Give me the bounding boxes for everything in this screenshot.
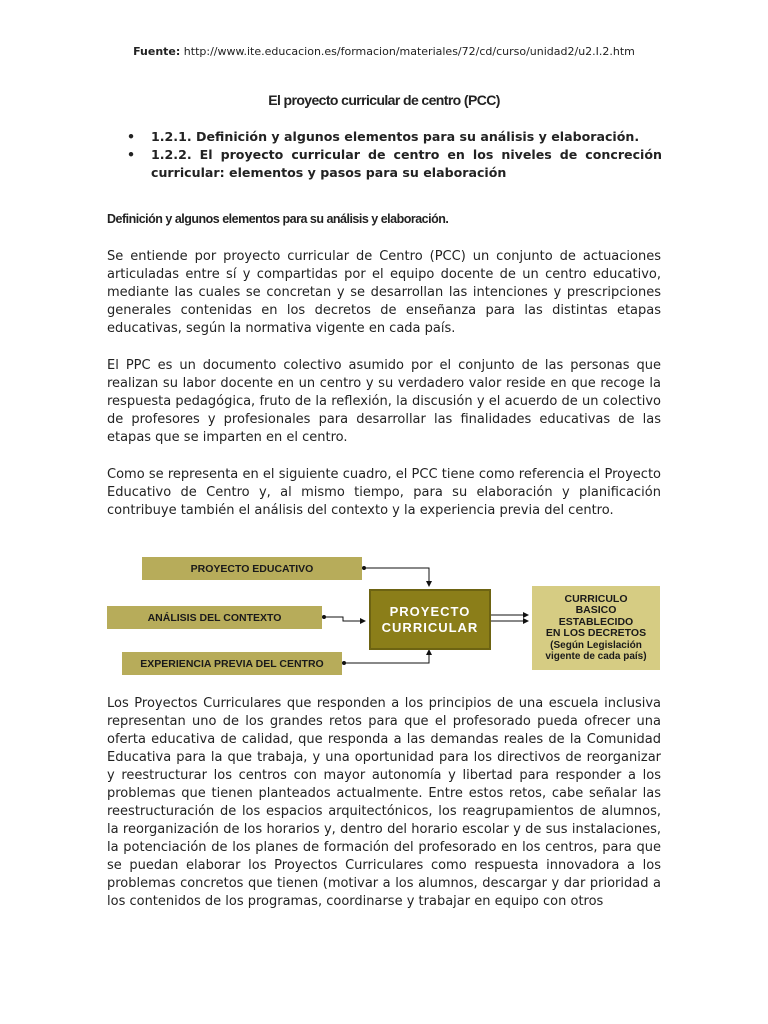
experiencia-previa-box: EXPERIENCIA PREVIA DEL CENTRO [122,652,342,675]
paragraph: Como se representa en el siguiente cuadro, el PCC tiene como referencia el Proyecto Educativo de Centro y, al mismo tiempo, para su elaboración y planificación contribuye también el análisis del contexto y la experiencia previa del centro. [107,467,661,518]
box-line: CURRICULAR [381,619,479,635]
box-line: vigente de cada país) [545,651,647,662]
analisis-contexto-box: ANÁLISIS DEL CONTEXTO [107,606,322,629]
document-title: El proyecto curricular de centro (PCC) [268,92,500,108]
proyecto-curricular-box [369,589,491,650]
section-heading: Definición y algunos elementos para su análisis y elaboración. [107,212,449,226]
box-line: CURRICULO [564,592,628,605]
curriculo-basico-box [532,586,660,670]
source-url[interactable]: http://www.ite.educacion.es/formacion/materiales/72/cd/curso/unidad2/u2.I.2.htm [183,45,635,58]
box-line: (Según Legislación [550,639,642,651]
toc-item-text: 1.2.1. Definición y algunos elementos para su análisis y elaboración. [151,129,640,144]
toc-item[interactable] [107,146,662,182]
paragraph: El PPC es un documento colectivo asumido por el conjunto de las personas que realizan su labor docente en un centro y su verdadero valor reside en que recoge la respuesta pedagógica, fruto de la reflexión, la discusión y el acuerdo de un colectivo de profesores y profesionales para desarrollar las finalidades educativas de las etapas que se imparten en el centro. [107,358,661,445]
box-line: EN LOS DECRETOS [545,627,647,639]
bullet: • [127,147,136,162]
paragraph: Los Proyectos Curriculares que responden a los principios de una escuela inclusiva representan uno de los grandes retos para que el profesorado pueda ofrecer una oferta educativa de calidad, que responda a las demandas reales de la Comunidad Educativa para la que trabaja, y una oportunidad para los directivos de reorganizar y reestructurar los centros con mayor autonomía y libertad para responder a los problemas que tienen planteados actualmente. Entre estos retos, cabe señalar las reestructuración de los espacios arquitectónicos, los reagrupamientos de alumnos, la reorganización de los horarios y, dentro del horario escolar y de sus instalaciones, la potenciación de los planes de formación del profesorado en los centros, para que se puedan elaborar los Proyectos Curriculares como respuesta innovadora a los problemas concretos que tienen (motivar a los alumnos, descargar y dar prioridad a los contenidos de los programas, coordinarse y trabajar en equipo con otros [107,696,661,909]
pcc-diagram [107,549,663,679]
connector-line [364,568,429,586]
bullet: • [127,129,136,144]
box-line: BASICO [575,604,617,616]
connector-line [344,650,429,663]
table-of-contents [107,128,662,182]
box-line: PROYECTO [389,603,471,619]
source-line [0,45,768,58]
paragraph: Se entiende por proyecto curricular de Centro (PCC) un conjunto de actuaciones articuladas entre sí y compartidas por el equipo docente de un centro educativo, mediante las cuales se concretan y se desarrollan las intenciones y prescripciones generales contenidas en los decretos de enseñanza para las distintas etapas educativas, según la normativa vigente en cada país. [107,249,661,336]
toc-item[interactable] [107,128,662,146]
box-line: ESTABLECIDO [558,615,634,628]
proyecto-educativo-box: PROYECTO EDUCATIVO [142,557,362,580]
toc-item-text: 1.2.2. El proyecto curricular de centro en los niveles de concreción curricular: elementos y pasos para su elaboración [151,147,662,180]
source-label: Fuente: [133,45,181,58]
connector-line [324,617,365,621]
